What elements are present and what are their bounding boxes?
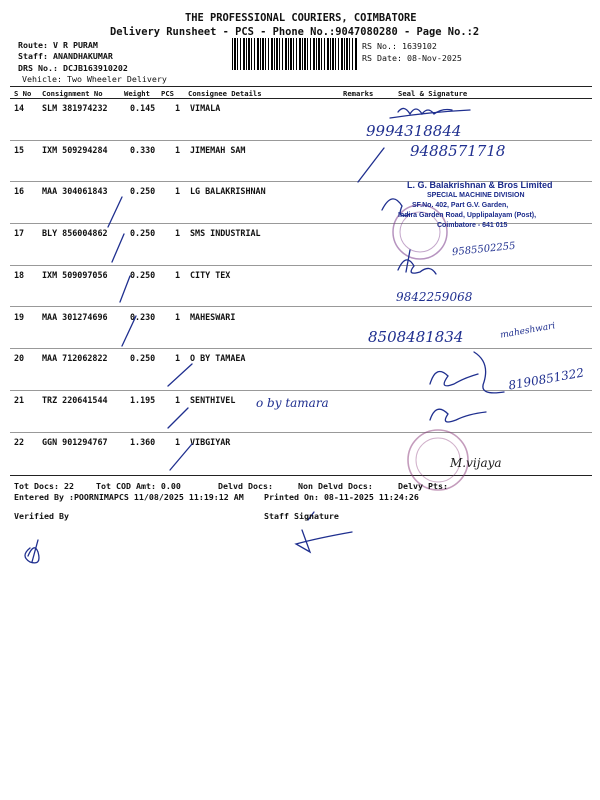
cell-sno: 22	[14, 437, 25, 447]
cell-consignment: SLM 381974232	[42, 103, 108, 113]
cell-weight: 0.250	[130, 228, 156, 238]
cell-consignment: TRZ 220641544	[42, 395, 108, 405]
runsheet-subtitle: Delivery Runsheet - PCS - Phone No.:9047080280 - Page No.:2	[110, 26, 480, 38]
staff: Staff: ANANDHAKUMAR	[18, 51, 113, 61]
cell-weight: 0.250	[130, 270, 156, 280]
cell-sno: 18	[14, 270, 25, 280]
printed-on: Printed On: 08-11-2025 11:24:26	[264, 492, 419, 502]
cell-consignment: MAA 712062822	[42, 353, 108, 363]
stamp-line-4: Indira Garden Road, Upplipalayam (Post),	[398, 212, 537, 219]
cell-consignment: IXM 509097056	[42, 270, 108, 280]
tot-cod-amt: Tot COD Amt: 0.00	[96, 481, 181, 491]
cell-sno: 14	[14, 103, 25, 113]
cell-weight: 1.195	[130, 395, 156, 405]
cell-consignee: VIBGIYAR	[190, 437, 231, 447]
cell-consignee: VIMALA	[190, 103, 221, 113]
drs-no: DRS No.: DCJB163910202	[18, 63, 128, 73]
cell-consignee: MAHESWARI	[190, 312, 236, 322]
cell-pcs: 1	[175, 353, 181, 363]
cell-sno: 15	[14, 145, 25, 155]
stamp-line-2: SPECIAL MACHINE DIVISION	[427, 192, 525, 199]
cell-consignee: SENTHIVEL	[190, 395, 236, 405]
col-remarks: Remarks	[343, 89, 374, 98]
stamp-line-3: SF.No. 402, Part G.V. Garden,	[412, 202, 509, 209]
staff-signature-label: Staff Signature	[264, 511, 339, 521]
cell-pcs: 1	[175, 145, 181, 155]
cell-pcs: 1	[175, 312, 181, 322]
cell-consignee: CITY TEX	[190, 270, 231, 280]
cell-consignment: BLY 856004862	[42, 228, 108, 238]
cell-consignment: GGN 901294767	[42, 437, 108, 447]
col-consignee: Consignee Details	[188, 89, 262, 98]
cell-weight: 0.250	[130, 186, 156, 196]
cell-weight: 0.145	[130, 103, 156, 113]
cell-weight: 0.330	[130, 145, 156, 155]
handwritten-phone-15: 9488571718	[410, 142, 506, 160]
entered-by: Entered By :POORNIMAPCS 11/08/2025 11:19:12 AM	[14, 492, 244, 502]
handwritten-note-21: o by tamara	[256, 396, 329, 410]
delvy-pts: Delvy Pts:	[398, 481, 448, 491]
cell-sno: 20	[14, 353, 25, 363]
cell-pcs: 1	[175, 437, 181, 447]
col-pcs: PCS	[161, 89, 174, 98]
rs-no: RS No.: 1639102	[362, 41, 437, 51]
handwritten-phone-18: 9842259068	[396, 290, 473, 304]
cell-sno: 16	[14, 186, 25, 196]
cell-consignment: MAA 304061843	[42, 186, 108, 196]
rs-date: RS Date: 08-Nov-2025	[362, 53, 462, 63]
delvd-docs: Delvd Docs:	[218, 481, 273, 491]
route: Route: V R PURAM	[18, 40, 98, 50]
cell-sno: 17	[14, 228, 25, 238]
cell-pcs: 1	[175, 186, 181, 196]
cell-sno: 19	[14, 312, 25, 322]
cell-pcs: 1	[175, 103, 181, 113]
verified-by-label: Verified By	[14, 511, 69, 521]
col-sno: S No	[14, 89, 32, 98]
tot-docs: Tot Docs: 22	[14, 481, 74, 491]
handwritten-phone-14: 9994318844	[366, 122, 462, 140]
cell-weight: 1.360	[130, 437, 156, 447]
stamp-line-5: Coimbatore - 641 015	[437, 222, 508, 229]
cell-consignment: IXM 509294284	[42, 145, 108, 155]
cell-consignee: JIMEMAH SAM	[190, 145, 246, 155]
cell-sno: 21	[14, 395, 25, 405]
col-weight: Weight	[124, 89, 150, 98]
cell-pcs: 1	[175, 270, 181, 280]
handwritten-sign-22: M.vijaya	[450, 456, 502, 470]
cell-pcs: 1	[175, 228, 181, 238]
cell-consignee: LG BALAKRISHNAN	[190, 186, 266, 196]
cell-pcs: 1	[175, 395, 181, 405]
non-delvd-docs: Non Delvd Docs:	[298, 481, 373, 491]
col-consignment: Consignment No	[42, 89, 103, 98]
stamp-line-1: L. G. Balakrishnan & Bros Limited	[407, 180, 553, 190]
cell-weight: 0.230	[130, 312, 156, 322]
company-title: THE PROFESSIONAL COURIERS, COIMBATORE	[185, 12, 417, 24]
cell-consignee: O BY TAMAEA	[190, 353, 246, 363]
handwritten-name-19: maheshwari	[499, 321, 557, 341]
handwritten-phone-20: 8190851322	[507, 365, 585, 393]
col-seal-signature: Seal & Signature	[398, 89, 468, 98]
cell-consignment: MAA 301274696	[42, 312, 108, 322]
handwritten-phone-17: 9585502255	[451, 240, 517, 259]
cell-consignee: SMS INDUSTRIAL	[190, 228, 261, 238]
cell-weight: 0.250	[130, 353, 156, 363]
vehicle: Vehicle: Two Wheeler Delivery	[22, 74, 167, 84]
handwritten-phone-19: 8508481834	[368, 328, 464, 346]
